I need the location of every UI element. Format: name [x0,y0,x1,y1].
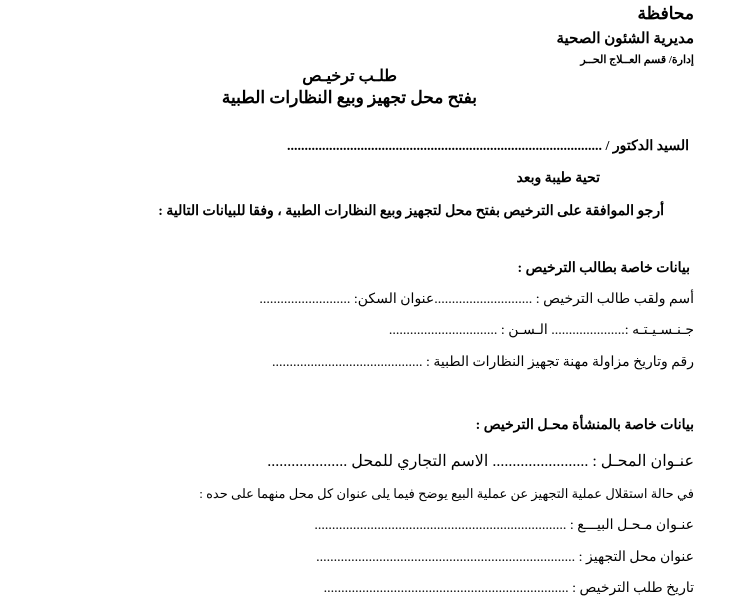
preparation-shop-address-field: عنوان محل التجهيز : .......................................................................... [316,550,694,565]
governorate-label: محافظة [637,4,694,23]
sale-shop-address-field: عنـوان مـحـل البيـــع : ........................................................................ [314,518,694,533]
greeting-line: تحية طيبة وبعد [516,171,600,186]
applicant-section-heading: بيانات خاصة بطالب الترخيص : [517,261,690,276]
applicant-profession-field: رقم وتاريخ مزاولة مهنة تجهيز النظارات الطبية : ........................................... [272,355,694,370]
facility-section-heading: بيانات خاصة بالمنشأة محـل الترخيص : [475,418,694,433]
request-line: أرجو الموافقة على الترخيص بفتح محل لتجهيز وبيع النظارات الطبية ، وفقا للبيانات التالية : [158,204,664,219]
facility-address-trade-field: عنـوان المحـل : ........................ الاسم التجاري للمحل .................... [267,453,694,470]
department-label: إدارة/ قسم العــلاج الحــر [580,54,694,66]
directorate-label: مديرية الشئون الصحية [556,31,694,47]
addressee-line: السيد الدكتور / .......................................................................................... [287,139,689,154]
application-date-field: تاريخ طلب الترخيص : ...................................................................... [323,581,694,596]
applicant-name-address-field: أسم ولقب طالب الترخيص : ............................عنوان السكن: .......................... [259,292,694,307]
applicant-nationality-age-field: جـنـسـيـتـه :..................... الـسـن : ............................... [388,323,694,338]
document-title: طلـب ترخيـص [302,68,397,85]
separation-note: في حالة استقلال عملية التجهيز عن عملية البيع يوضح فيما يلى عنوان كل محل منهما على حده : [199,486,694,501]
document-subtitle: بفتح محل تجهيز وبيع النظارات الطبية [221,88,477,107]
